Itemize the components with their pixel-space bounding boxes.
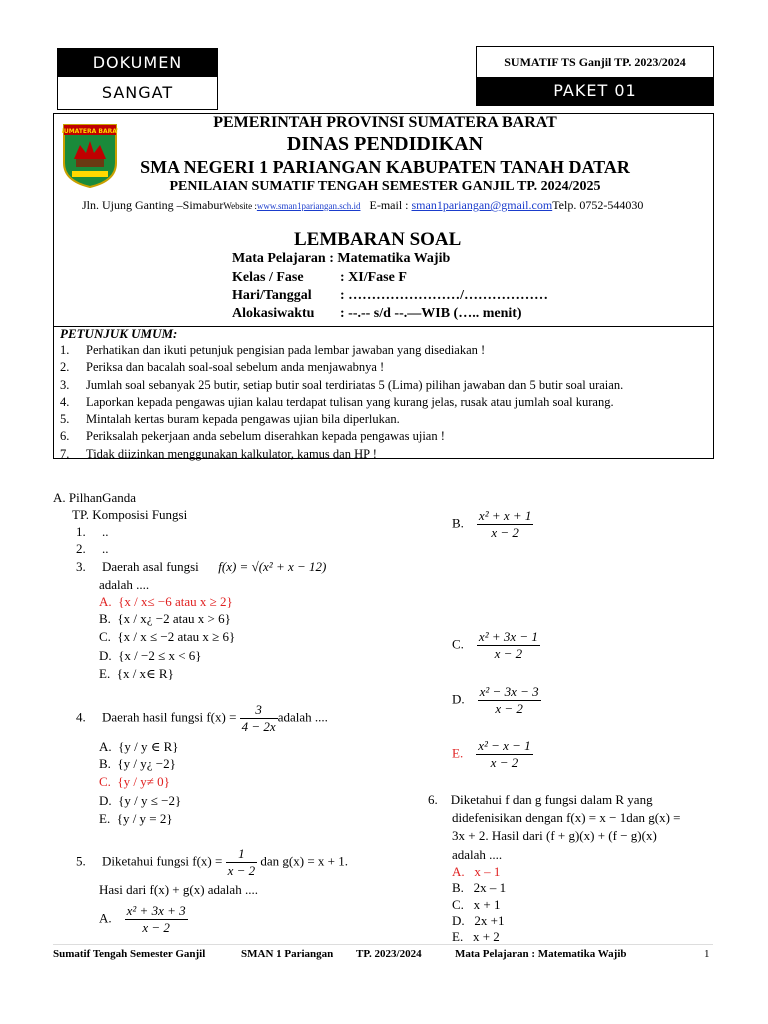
q3-option-d: D. {x / −2 ≤ x < 6}: [99, 648, 202, 663]
website-link[interactable]: www.sman1pariangan.sch.id: [256, 201, 361, 211]
q4-option-c: C. {y / y≠ 0}: [99, 774, 170, 789]
info-row-subject: [232, 251, 450, 267]
q4-option-e: E. {y / y = 2}: [99, 811, 173, 826]
instructions-title: PETUNJUK UMUM:: [60, 326, 178, 341]
q5-option-a: A. $\frac{\text{x² + 3x + 3}}{x - 2}$: [99, 903, 186, 935]
info-value: : --.-- s/d --.—WIB (….. menit): [340, 306, 522, 321]
q3-option-c: C. {x / x ≤ −2 atau x ≥ 6}: [99, 629, 236, 644]
q3-function: f(x) = √(x² + x − 12): [218, 559, 327, 574]
q4-option-d: D. {y / y ≤ −2}: [99, 793, 182, 808]
document-label-line2: SANGAT: [101, 83, 174, 102]
list-item: 2. Periksa dan bacalah soal-soal sebelum anda menjawabnya !: [60, 360, 385, 375]
address-line: [82, 198, 643, 213]
footer-tp: TP. 2023/2024: [356, 948, 422, 960]
section-title: A. PilhanGanda: [53, 490, 137, 505]
list-item: 1. Perhatikan dan ikuti petunjuk pengisian pada lembar jawaban yang disediakan !: [60, 343, 486, 357]
website-label: Website :: [223, 201, 257, 211]
school-title: SMA NEGERI 1 PARIANGAN KABUPATEN TANAH DATAR: [140, 157, 630, 177]
q6-line3: 3x + 2. Hasil dari (f + g)(x) + (f − g)(x): [452, 828, 657, 843]
q4-option-b: B. {y / y¿ −2}: [99, 756, 176, 771]
q3-option-e: E. {x / x∈ R}: [99, 666, 174, 681]
q5-option-b: B. $\frac{\text{x² + x + 1}}{x - 2}$: [452, 508, 532, 540]
list-item: 4. Laporkan kepada pengawas ujian kalau terdapat tulisan yang kurang jelas, rusak atau jumlah soal kurang.: [60, 394, 614, 409]
q5-line2: Hasi dari f(x) + g(x) adalah ....: [99, 882, 258, 897]
section-subtitle: TP. Komposisi Fungsi: [72, 507, 188, 522]
email-link[interactable]: sman1pariangan@gmail.com: [411, 198, 553, 212]
question-4: 4. Daerah hasil fungsi f(x) = $\frac{3}{4 - 2x}$ adalah ....: [76, 702, 328, 734]
email-label: E-mail :: [369, 198, 409, 212]
question-3: 3. Daerah asal fungsi f(x) = √(x² + x − 12): [76, 559, 327, 574]
question-1: 1. ..: [76, 524, 109, 539]
question-6: 6. Diketahui f dan g fungsi dalam R yang: [428, 792, 653, 807]
q3-tail: adalah ....: [99, 577, 150, 592]
q4-option-a: A. {y / y ∈ R}: [99, 739, 179, 754]
q3-option-a: A. {x / x≤ −6 atau x ≥ 2}: [99, 594, 233, 609]
address-text: Jln. Ujung Ganting –Simabur: [82, 198, 224, 212]
info-value: : Matematika Wajib: [329, 251, 451, 266]
q6-option-d: D. 2x +1: [452, 913, 505, 928]
q6-option-c: C. x + 1: [452, 897, 501, 912]
info-key: Hari/Tanggal: [232, 288, 312, 303]
instructions-list: [60, 342, 623, 463]
sheet-title: LEMBARAN SOAL: [294, 229, 462, 250]
document-label-line1: DOKUMEN: [58, 49, 217, 77]
question-2: 2. ..: [76, 541, 109, 556]
q6-option-a: A. x – 1: [452, 864, 501, 879]
list-item: 5. Mintalah kertas buram kepada pengawas ujian bila diperlukan.: [60, 412, 400, 427]
q6-line4: adalah ....: [452, 847, 503, 862]
footer-exam: Sumatif Tengah Semester Ganjil: [53, 948, 206, 960]
info-value: : XI/Fase F: [340, 270, 407, 285]
footer-subject: Mata Pelajaran : Matematika Wajib: [455, 948, 627, 960]
q5-option-c: C. $\frac{\text{x² + 3x − 1}}{x - 2}$: [452, 629, 538, 661]
exam-title: SUMATIF TS Ganjil TP. 2023/2024: [504, 55, 686, 69]
info-row-date: [232, 288, 548, 304]
exam-package-box: [476, 46, 714, 106]
q6-line2: didefenisikan dengan f(x) = x − 1dan g(x) =: [452, 810, 681, 825]
page-number: 1: [704, 948, 710, 960]
info-row-class: [232, 270, 407, 286]
q5-option-d: D. $\frac{\text{x² − 3x − 3}}{x - 2}$: [452, 684, 539, 716]
footer-divider: [53, 944, 713, 945]
q3-option-b: B. {x / x¿ −2 atau x > 6}: [99, 611, 231, 626]
question-5: 5. Diketahui fungsi f(x) = $\frac{1}{x - 2}$ dan g(x) = x + 1.: [76, 846, 348, 878]
gov-title: PEMERINTAH PROVINSI SUMATERA BARAT: [213, 114, 557, 131]
document-label-box: [57, 48, 218, 110]
info-key: Kelas / Fase: [232, 270, 304, 285]
list-item: 7. Tidak diizinkan menggunakan kalkulator, kamus dan HP !: [60, 446, 377, 461]
q6-option-b: B. 2x – 1: [452, 880, 507, 895]
info-value: : ……………………/………………: [340, 288, 549, 303]
exam-name: PENILAIAN SUMATIF TENGAH SEMESTER GANJIL TP. 2024/2025: [169, 179, 601, 194]
info-key: Alokasiwaktu: [232, 306, 315, 321]
info-row-time: [232, 306, 522, 322]
list-item: 6. Periksalah pekerjaan anda sebelum diserahkan kepada pengawas ujian !: [60, 429, 445, 444]
logo-text: SUMATERA BARAT: [62, 128, 118, 135]
footer-school: SMAN 1 Pariangan: [241, 948, 334, 960]
package-label: PAKET 01: [477, 77, 713, 105]
q6-option-e: E. x + 2: [452, 929, 500, 944]
phone-text: Telp. 0752-544030: [552, 198, 644, 212]
province-logo-icon: [62, 123, 118, 189]
q5-option-e: E. $\frac{\text{x² − x − 1}}{x - 2}$: [452, 738, 531, 770]
info-key: Mata Pelajaran: [232, 251, 326, 266]
list-item: 3. Jumlah soal sebanyak 25 butir, setiap butir soal terdiriatas 5 (Lima) pilihan jawaban dan 5 butir soal uraian.: [60, 377, 624, 392]
agency-title: DINAS PENDIDIKAN: [286, 133, 484, 155]
